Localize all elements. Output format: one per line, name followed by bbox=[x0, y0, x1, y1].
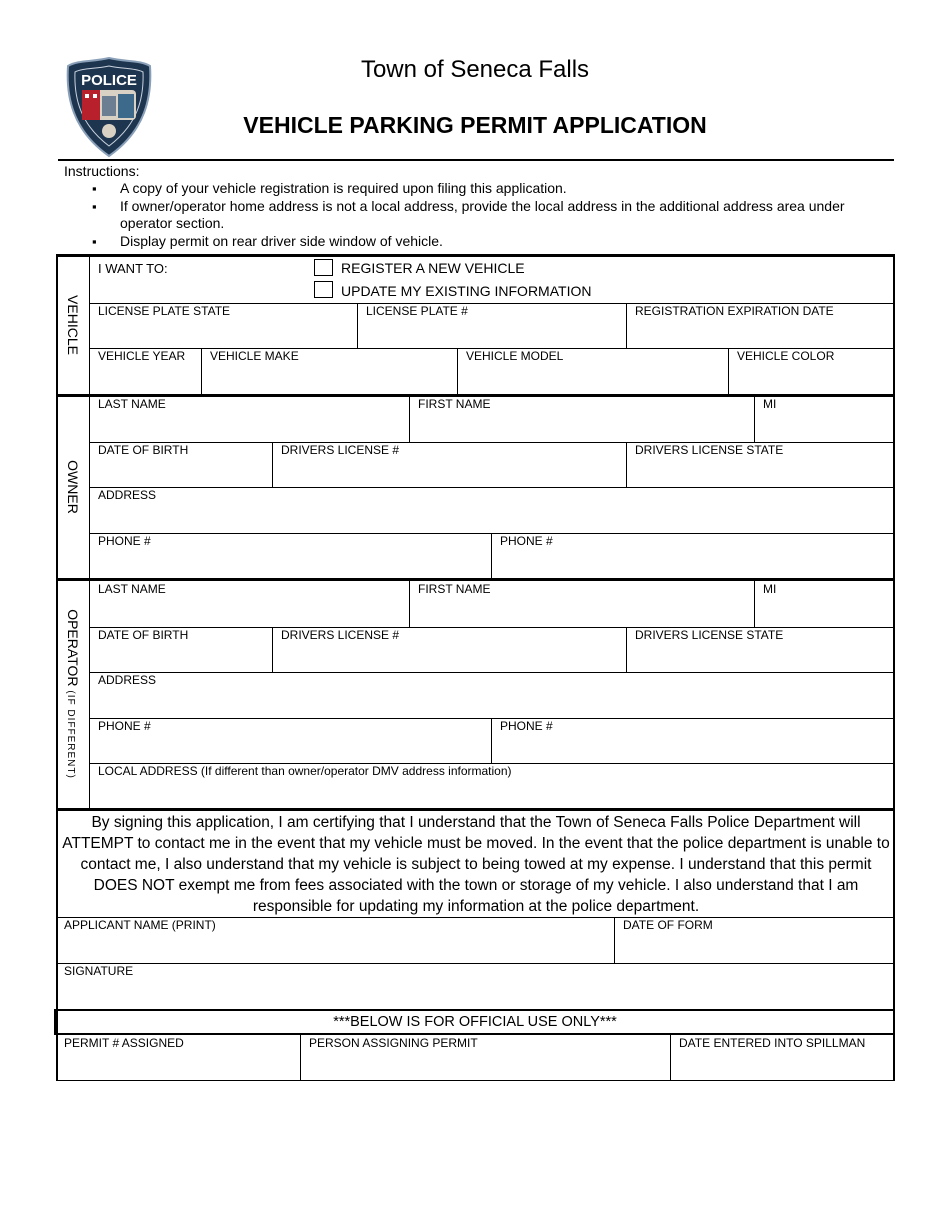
update-info-checkbox[interactable] bbox=[314, 281, 333, 298]
signature-field[interactable]: SIGNATURE bbox=[64, 964, 134, 978]
operator-address-field[interactable]: ADDRESS bbox=[98, 673, 157, 687]
owner-address-field[interactable]: ADDRESS bbox=[98, 488, 157, 502]
vehicle-color-field[interactable]: VEHICLE COLOR bbox=[737, 349, 835, 363]
vehicle-year-field[interactable]: VEHICLE YEAR bbox=[98, 349, 186, 363]
owner-dob-field[interactable]: DATE OF BIRTH bbox=[98, 443, 189, 457]
vehicle-model-field[interactable]: VEHICLE MODEL bbox=[466, 349, 564, 363]
owner-first-name-field[interactable]: FIRST NAME bbox=[418, 397, 491, 411]
vehicle-section-label: VEHICLE bbox=[65, 295, 81, 355]
license-plate-field[interactable]: LICENSE PLATE # bbox=[366, 304, 468, 318]
operator-dl-field[interactable]: DRIVERS LICENSE # bbox=[281, 628, 400, 642]
official-use-banner: ***BELOW IS FOR OFFICIAL USE ONLY*** bbox=[333, 1014, 617, 1030]
instruction-item: ▪ A copy of your vehicle registration is required upon filing this application. bbox=[92, 180, 892, 197]
instructions-list bbox=[92, 180, 892, 251]
register-new-vehicle-checkbox[interactable] bbox=[314, 259, 333, 276]
operator-label: OPERATOR bbox=[65, 609, 81, 687]
date-of-form-field[interactable]: DATE OF FORM bbox=[623, 918, 713, 932]
owner-mi-field[interactable]: MI bbox=[763, 397, 777, 411]
form-title: VEHICLE PARKING PERMIT APPLICATION bbox=[243, 112, 707, 138]
operator-dob-field[interactable]: DATE OF BIRTH bbox=[98, 628, 189, 642]
instructions-heading: Instructions: bbox=[64, 163, 140, 179]
owner-phone1-field[interactable]: PHONE # bbox=[98, 534, 151, 548]
owner-section-label: OWNER bbox=[65, 460, 81, 514]
registration-expiration-field[interactable]: REGISTRATION EXPIRATION DATE bbox=[635, 304, 834, 318]
permit-assigned-field[interactable]: PERMIT # ASSIGNED bbox=[64, 1036, 184, 1050]
logo-text: POLICE bbox=[81, 72, 137, 89]
date-entered-field[interactable]: DATE ENTERED INTO SPILLMAN bbox=[679, 1036, 866, 1050]
operator-sub-label: (IF DIFFERENT) bbox=[65, 690, 76, 779]
i-want-to-label: I WANT TO: bbox=[98, 261, 168, 276]
header-rule bbox=[58, 159, 894, 161]
register-new-vehicle-label: REGISTER A NEW VEHICLE bbox=[341, 260, 525, 276]
operator-local-address-field[interactable]: LOCAL ADDRESS (If different than owner/operator DMV address information) bbox=[98, 764, 512, 778]
applicant-name-field[interactable]: APPLICANT NAME (PRINT) bbox=[64, 918, 216, 932]
operator-section-label bbox=[65, 609, 81, 779]
owner-dl-state-field[interactable]: DRIVERS LICENSE STATE bbox=[635, 443, 784, 457]
instruction-item: ▪ If owner/operator home address is not a local address, provide the local address in the additional address area under operator section. bbox=[92, 198, 892, 232]
update-info-label: UPDATE MY EXISTING INFORMATION bbox=[341, 283, 592, 299]
person-assigning-field[interactable]: PERSON ASSIGNING PERMIT bbox=[309, 1036, 478, 1050]
certification-text: By signing this application, I am certifying that I understand that the Town of Seneca Falls Police Department will ATTEMPT to contact me in the event that my vehicle must be moved. In the event that the police department is unable to contact me, I also understand that my vehicle is subject to being towed at my expense. I understand that this permit DOES NOT exempt me from fees associated with the town or storage of my vehicle. I also understand that I am responsible for updating my information at the police department. bbox=[62, 814, 890, 915]
owner-last-name-field[interactable]: LAST NAME bbox=[98, 397, 166, 411]
license-plate-state-field[interactable]: LICENSE PLATE STATE bbox=[98, 304, 231, 318]
operator-phone2-field[interactable]: PHONE # bbox=[500, 719, 553, 733]
operator-first-name-field[interactable]: FIRST NAME bbox=[418, 582, 491, 596]
operator-last-name-field[interactable]: LAST NAME bbox=[98, 582, 166, 596]
operator-dl-state-field[interactable]: DRIVERS LICENSE STATE bbox=[635, 628, 784, 642]
operator-phone1-field[interactable]: PHONE # bbox=[98, 719, 151, 733]
instruction-item: ▪ Display permit on rear driver side window of vehicle. bbox=[92, 233, 892, 250]
owner-dl-field[interactable]: DRIVERS LICENSE # bbox=[281, 443, 400, 457]
vehicle-make-field[interactable]: VEHICLE MAKE bbox=[210, 349, 299, 363]
operator-mi-field[interactable]: MI bbox=[763, 582, 777, 596]
town-name: Town of Seneca Falls bbox=[360, 56, 590, 83]
owner-phone2-field[interactable]: PHONE # bbox=[500, 534, 553, 548]
